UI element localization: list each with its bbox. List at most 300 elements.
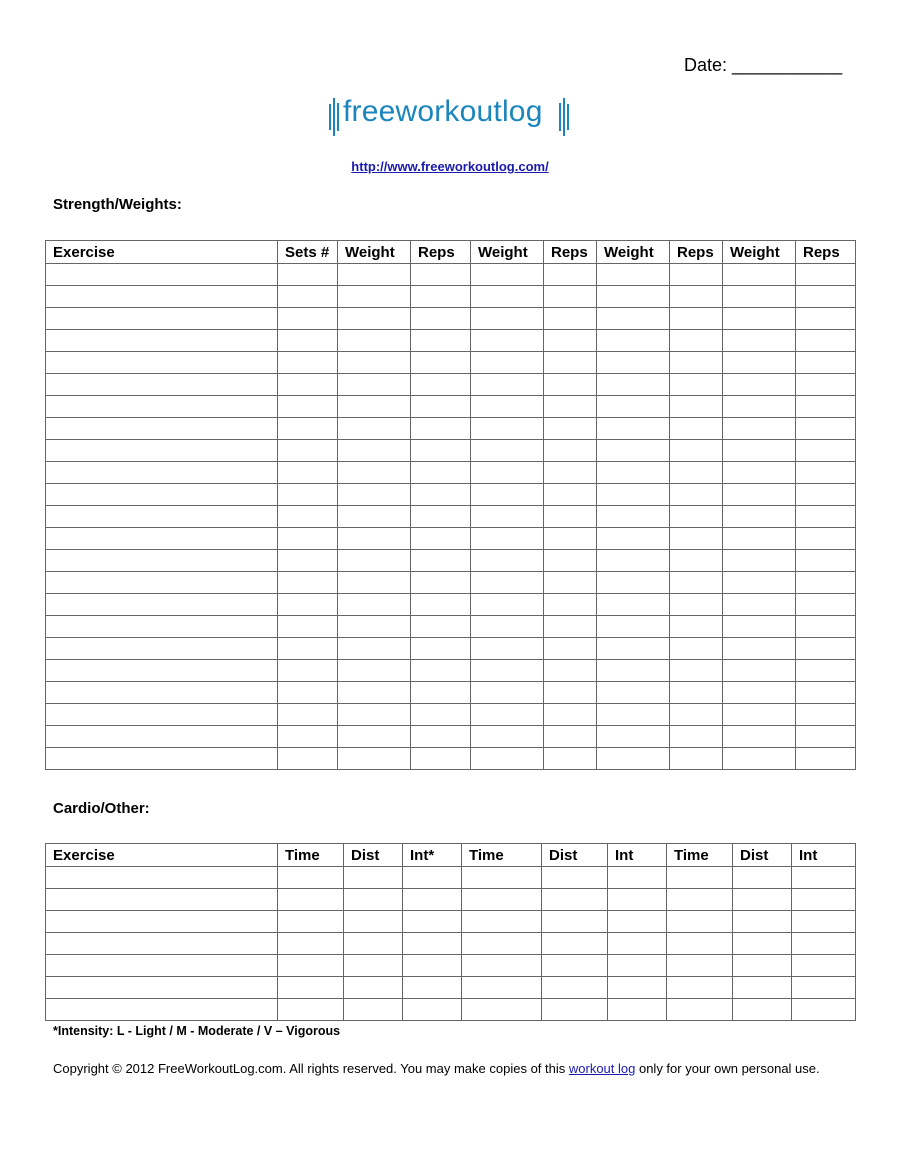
strength-entry-cell[interactable] (597, 418, 670, 440)
cardio-entry-cell[interactable] (278, 933, 344, 955)
cardio-entry-cell[interactable] (46, 911, 278, 933)
strength-entry-cell[interactable] (338, 682, 411, 704)
cardio-entry-cell[interactable] (278, 911, 344, 933)
strength-entry-cell[interactable] (471, 682, 544, 704)
strength-entry-cell[interactable] (338, 286, 411, 308)
strength-entry-cell[interactable] (471, 374, 544, 396)
strength-entry-cell[interactable] (411, 374, 471, 396)
strength-entry-cell[interactable] (796, 330, 856, 352)
strength-entry-cell[interactable] (411, 484, 471, 506)
strength-entry-cell[interactable] (670, 396, 723, 418)
strength-entry-cell[interactable] (471, 484, 544, 506)
strength-entry-cell[interactable] (723, 264, 796, 286)
strength-entry-cell[interactable] (278, 330, 338, 352)
strength-entry-cell[interactable] (338, 462, 411, 484)
strength-entry-cell[interactable] (411, 418, 471, 440)
strength-entry-cell[interactable] (46, 528, 278, 550)
strength-entry-cell[interactable] (796, 308, 856, 330)
strength-entry-cell[interactable] (46, 704, 278, 726)
strength-entry-cell[interactable] (471, 286, 544, 308)
strength-entry-cell[interactable] (796, 418, 856, 440)
cardio-entry-cell[interactable] (403, 889, 462, 911)
strength-entry-cell[interactable] (796, 748, 856, 770)
cardio-entry-cell[interactable] (733, 911, 792, 933)
strength-entry-cell[interactable] (411, 330, 471, 352)
strength-entry-cell[interactable] (544, 374, 597, 396)
strength-entry-cell[interactable] (411, 264, 471, 286)
cardio-entry-cell[interactable] (733, 933, 792, 955)
strength-entry-cell[interactable] (597, 264, 670, 286)
cardio-entry-cell[interactable] (278, 999, 344, 1021)
strength-entry-cell[interactable] (411, 572, 471, 594)
strength-entry-cell[interactable] (670, 484, 723, 506)
strength-entry-cell[interactable] (411, 638, 471, 660)
strength-entry-cell[interactable] (670, 594, 723, 616)
strength-entry-cell[interactable] (278, 308, 338, 330)
strength-entry-cell[interactable] (278, 638, 338, 660)
cardio-entry-cell[interactable] (792, 999, 856, 1021)
strength-entry-cell[interactable] (338, 704, 411, 726)
strength-entry-cell[interactable] (544, 396, 597, 418)
strength-entry-cell[interactable] (471, 748, 544, 770)
strength-entry-cell[interactable] (411, 462, 471, 484)
strength-entry-cell[interactable] (278, 506, 338, 528)
strength-entry-cell[interactable] (723, 748, 796, 770)
strength-entry-cell[interactable] (597, 396, 670, 418)
strength-entry-cell[interactable] (278, 616, 338, 638)
website-link[interactable]: http://www.freeworkoutlog.com/ (351, 159, 549, 174)
cardio-entry-cell[interactable] (462, 955, 542, 977)
cardio-entry-cell[interactable] (667, 911, 733, 933)
strength-entry-cell[interactable] (544, 638, 597, 660)
cardio-entry-cell[interactable] (542, 977, 608, 999)
strength-entry-cell[interactable] (544, 506, 597, 528)
cardio-entry-cell[interactable] (792, 955, 856, 977)
strength-entry-cell[interactable] (723, 638, 796, 660)
strength-entry-cell[interactable] (723, 484, 796, 506)
strength-entry-cell[interactable] (597, 616, 670, 638)
strength-entry-cell[interactable] (544, 264, 597, 286)
strength-entry-cell[interactable] (597, 506, 670, 528)
strength-entry-cell[interactable] (46, 462, 278, 484)
strength-entry-cell[interactable] (544, 462, 597, 484)
strength-entry-cell[interactable] (278, 440, 338, 462)
strength-entry-cell[interactable] (544, 440, 597, 462)
strength-entry-cell[interactable] (544, 286, 597, 308)
cardio-entry-cell[interactable] (667, 955, 733, 977)
strength-entry-cell[interactable] (278, 418, 338, 440)
strength-entry-cell[interactable] (723, 286, 796, 308)
strength-entry-cell[interactable] (278, 748, 338, 770)
strength-entry-cell[interactable] (46, 616, 278, 638)
strength-entry-cell[interactable] (278, 704, 338, 726)
strength-entry-cell[interactable] (597, 594, 670, 616)
strength-entry-cell[interactable] (796, 682, 856, 704)
strength-entry-cell[interactable] (670, 528, 723, 550)
strength-entry-cell[interactable] (278, 550, 338, 572)
strength-entry-cell[interactable] (46, 726, 278, 748)
strength-entry-cell[interactable] (723, 440, 796, 462)
strength-entry-cell[interactable] (544, 528, 597, 550)
strength-entry-cell[interactable] (723, 550, 796, 572)
strength-entry-cell[interactable] (46, 308, 278, 330)
strength-entry-cell[interactable] (471, 418, 544, 440)
strength-entry-cell[interactable] (411, 308, 471, 330)
strength-entry-cell[interactable] (796, 264, 856, 286)
strength-entry-cell[interactable] (338, 418, 411, 440)
strength-entry-cell[interactable] (338, 660, 411, 682)
strength-entry-cell[interactable] (544, 418, 597, 440)
strength-entry-cell[interactable] (46, 264, 278, 286)
cardio-entry-cell[interactable] (278, 955, 344, 977)
strength-entry-cell[interactable] (46, 506, 278, 528)
strength-entry-cell[interactable] (471, 352, 544, 374)
cardio-entry-cell[interactable] (733, 999, 792, 1021)
strength-entry-cell[interactable] (278, 264, 338, 286)
strength-entry-cell[interactable] (544, 704, 597, 726)
strength-entry-cell[interactable] (46, 330, 278, 352)
cardio-entry-cell[interactable] (542, 911, 608, 933)
strength-entry-cell[interactable] (597, 462, 670, 484)
strength-entry-cell[interactable] (471, 528, 544, 550)
strength-entry-cell[interactable] (471, 660, 544, 682)
strength-entry-cell[interactable] (670, 462, 723, 484)
strength-entry-cell[interactable] (670, 352, 723, 374)
strength-entry-cell[interactable] (796, 616, 856, 638)
cardio-entry-cell[interactable] (542, 889, 608, 911)
strength-entry-cell[interactable] (670, 440, 723, 462)
strength-entry-cell[interactable] (46, 374, 278, 396)
cardio-entry-cell[interactable] (462, 889, 542, 911)
cardio-entry-cell[interactable] (792, 867, 856, 889)
strength-entry-cell[interactable] (471, 462, 544, 484)
strength-entry-cell[interactable] (670, 616, 723, 638)
strength-entry-cell[interactable] (723, 726, 796, 748)
strength-entry-cell[interactable] (796, 550, 856, 572)
cardio-entry-cell[interactable] (542, 955, 608, 977)
strength-entry-cell[interactable] (46, 286, 278, 308)
strength-entry-cell[interactable] (338, 440, 411, 462)
strength-entry-cell[interactable] (597, 572, 670, 594)
strength-entry-cell[interactable] (46, 484, 278, 506)
strength-entry-cell[interactable] (723, 506, 796, 528)
strength-entry-cell[interactable] (597, 550, 670, 572)
cardio-entry-cell[interactable] (403, 933, 462, 955)
strength-entry-cell[interactable] (723, 616, 796, 638)
cardio-entry-cell[interactable] (403, 999, 462, 1021)
strength-entry-cell[interactable] (338, 550, 411, 572)
strength-entry-cell[interactable] (46, 396, 278, 418)
strength-entry-cell[interactable] (471, 726, 544, 748)
cardio-entry-cell[interactable] (46, 867, 278, 889)
cardio-entry-cell[interactable] (278, 867, 344, 889)
strength-entry-cell[interactable] (46, 660, 278, 682)
strength-entry-cell[interactable] (796, 396, 856, 418)
strength-entry-cell[interactable] (796, 374, 856, 396)
strength-entry-cell[interactable] (411, 616, 471, 638)
strength-entry-cell[interactable] (46, 572, 278, 594)
strength-entry-cell[interactable] (670, 506, 723, 528)
strength-entry-cell[interactable] (46, 550, 278, 572)
strength-entry-cell[interactable] (411, 286, 471, 308)
strength-entry-cell[interactable] (46, 682, 278, 704)
strength-entry-cell[interactable] (411, 352, 471, 374)
cardio-entry-cell[interactable] (344, 999, 403, 1021)
strength-entry-cell[interactable] (597, 330, 670, 352)
strength-entry-cell[interactable] (46, 352, 278, 374)
strength-entry-cell[interactable] (46, 594, 278, 616)
strength-entry-cell[interactable] (278, 594, 338, 616)
strength-entry-cell[interactable] (796, 572, 856, 594)
cardio-entry-cell[interactable] (608, 955, 667, 977)
cardio-entry-cell[interactable] (344, 911, 403, 933)
strength-entry-cell[interactable] (411, 726, 471, 748)
cardio-entry-cell[interactable] (792, 977, 856, 999)
strength-entry-cell[interactable] (411, 440, 471, 462)
cardio-entry-cell[interactable] (608, 977, 667, 999)
strength-entry-cell[interactable] (338, 506, 411, 528)
cardio-entry-cell[interactable] (608, 999, 667, 1021)
strength-entry-cell[interactable] (46, 748, 278, 770)
cardio-entry-cell[interactable] (344, 933, 403, 955)
cardio-entry-cell[interactable] (667, 867, 733, 889)
strength-entry-cell[interactable] (411, 528, 471, 550)
strength-entry-cell[interactable] (723, 308, 796, 330)
strength-entry-cell[interactable] (278, 726, 338, 748)
cardio-entry-cell[interactable] (542, 867, 608, 889)
strength-entry-cell[interactable] (471, 264, 544, 286)
cardio-entry-cell[interactable] (608, 867, 667, 889)
cardio-entry-cell[interactable] (667, 933, 733, 955)
strength-entry-cell[interactable] (670, 572, 723, 594)
cardio-entry-cell[interactable] (733, 977, 792, 999)
cardio-entry-cell[interactable] (344, 867, 403, 889)
strength-entry-cell[interactable] (597, 726, 670, 748)
cardio-entry-cell[interactable] (46, 955, 278, 977)
strength-entry-cell[interactable] (597, 374, 670, 396)
strength-entry-cell[interactable] (597, 440, 670, 462)
strength-entry-cell[interactable] (670, 374, 723, 396)
strength-entry-cell[interactable] (411, 550, 471, 572)
strength-entry-cell[interactable] (411, 594, 471, 616)
cardio-entry-cell[interactable] (792, 911, 856, 933)
cardio-entry-cell[interactable] (403, 955, 462, 977)
strength-entry-cell[interactable] (796, 660, 856, 682)
strength-entry-cell[interactable] (597, 286, 670, 308)
cardio-entry-cell[interactable] (462, 933, 542, 955)
strength-entry-cell[interactable] (338, 726, 411, 748)
strength-entry-cell[interactable] (796, 704, 856, 726)
strength-entry-cell[interactable] (723, 418, 796, 440)
strength-entry-cell[interactable] (544, 308, 597, 330)
cardio-entry-cell[interactable] (46, 889, 278, 911)
cardio-entry-cell[interactable] (667, 889, 733, 911)
strength-entry-cell[interactable] (670, 682, 723, 704)
strength-entry-cell[interactable] (338, 484, 411, 506)
cardio-entry-cell[interactable] (46, 999, 278, 1021)
strength-entry-cell[interactable] (544, 616, 597, 638)
cardio-entry-cell[interactable] (403, 977, 462, 999)
strength-entry-cell[interactable] (278, 352, 338, 374)
strength-entry-cell[interactable] (670, 308, 723, 330)
cardio-entry-cell[interactable] (462, 911, 542, 933)
strength-entry-cell[interactable] (544, 352, 597, 374)
cardio-entry-cell[interactable] (542, 933, 608, 955)
strength-entry-cell[interactable] (338, 330, 411, 352)
strength-entry-cell[interactable] (544, 682, 597, 704)
cardio-entry-cell[interactable] (462, 977, 542, 999)
strength-entry-cell[interactable] (278, 462, 338, 484)
strength-entry-cell[interactable] (471, 506, 544, 528)
strength-entry-cell[interactable] (670, 726, 723, 748)
strength-entry-cell[interactable] (338, 528, 411, 550)
strength-entry-cell[interactable] (471, 440, 544, 462)
strength-entry-cell[interactable] (723, 572, 796, 594)
cardio-entry-cell[interactable] (608, 889, 667, 911)
strength-entry-cell[interactable] (544, 484, 597, 506)
cardio-entry-cell[interactable] (608, 911, 667, 933)
strength-entry-cell[interactable] (597, 638, 670, 660)
strength-entry-cell[interactable] (338, 352, 411, 374)
cardio-entry-cell[interactable] (46, 977, 278, 999)
strength-entry-cell[interactable] (597, 704, 670, 726)
strength-entry-cell[interactable] (597, 352, 670, 374)
strength-entry-cell[interactable] (544, 572, 597, 594)
cardio-entry-cell[interactable] (608, 933, 667, 955)
strength-entry-cell[interactable] (670, 418, 723, 440)
strength-entry-cell[interactable] (544, 726, 597, 748)
strength-entry-cell[interactable] (471, 572, 544, 594)
cardio-entry-cell[interactable] (403, 867, 462, 889)
strength-entry-cell[interactable] (544, 660, 597, 682)
cardio-entry-cell[interactable] (733, 955, 792, 977)
cardio-entry-cell[interactable] (667, 999, 733, 1021)
strength-entry-cell[interactable] (796, 726, 856, 748)
strength-entry-cell[interactable] (723, 396, 796, 418)
cardio-entry-cell[interactable] (792, 889, 856, 911)
strength-entry-cell[interactable] (670, 704, 723, 726)
strength-entry-cell[interactable] (723, 660, 796, 682)
strength-entry-cell[interactable] (544, 550, 597, 572)
strength-entry-cell[interactable] (471, 550, 544, 572)
strength-entry-cell[interactable] (411, 396, 471, 418)
strength-entry-cell[interactable] (278, 374, 338, 396)
strength-entry-cell[interactable] (597, 660, 670, 682)
strength-entry-cell[interactable] (670, 748, 723, 770)
strength-entry-cell[interactable] (411, 748, 471, 770)
strength-entry-cell[interactable] (597, 748, 670, 770)
strength-entry-cell[interactable] (670, 264, 723, 286)
strength-entry-cell[interactable] (796, 594, 856, 616)
strength-entry-cell[interactable] (338, 616, 411, 638)
strength-entry-cell[interactable] (471, 594, 544, 616)
strength-entry-cell[interactable] (723, 682, 796, 704)
strength-entry-cell[interactable] (796, 528, 856, 550)
strength-entry-cell[interactable] (597, 308, 670, 330)
strength-entry-cell[interactable] (670, 550, 723, 572)
strength-entry-cell[interactable] (670, 286, 723, 308)
strength-entry-cell[interactable] (723, 462, 796, 484)
strength-entry-cell[interactable] (46, 440, 278, 462)
strength-entry-cell[interactable] (338, 572, 411, 594)
workout-log-link[interactable]: workout log (568, 1061, 636, 1076)
strength-entry-cell[interactable] (278, 528, 338, 550)
strength-entry-cell[interactable] (46, 638, 278, 660)
strength-entry-cell[interactable] (670, 638, 723, 660)
strength-entry-cell[interactable] (723, 594, 796, 616)
strength-entry-cell[interactable] (796, 484, 856, 506)
strength-entry-cell[interactable] (471, 330, 544, 352)
strength-entry-cell[interactable] (796, 638, 856, 660)
strength-entry-cell[interactable] (796, 462, 856, 484)
strength-entry-cell[interactable] (278, 682, 338, 704)
cardio-entry-cell[interactable] (344, 977, 403, 999)
strength-entry-cell[interactable] (544, 748, 597, 770)
strength-entry-cell[interactable] (723, 528, 796, 550)
strength-entry-cell[interactable] (471, 616, 544, 638)
strength-entry-cell[interactable] (544, 330, 597, 352)
cardio-entry-cell[interactable] (542, 999, 608, 1021)
strength-entry-cell[interactable] (796, 506, 856, 528)
strength-entry-cell[interactable] (796, 352, 856, 374)
strength-entry-cell[interactable] (338, 638, 411, 660)
cardio-entry-cell[interactable] (278, 977, 344, 999)
strength-entry-cell[interactable] (723, 330, 796, 352)
cardio-entry-cell[interactable] (278, 889, 344, 911)
strength-entry-cell[interactable] (471, 396, 544, 418)
cardio-entry-cell[interactable] (344, 955, 403, 977)
strength-entry-cell[interactable] (471, 638, 544, 660)
strength-entry-cell[interactable] (338, 396, 411, 418)
strength-entry-cell[interactable] (796, 286, 856, 308)
cardio-entry-cell[interactable] (733, 867, 792, 889)
strength-entry-cell[interactable] (544, 594, 597, 616)
strength-entry-cell[interactable] (670, 330, 723, 352)
strength-entry-cell[interactable] (471, 704, 544, 726)
strength-entry-cell[interactable] (597, 682, 670, 704)
strength-entry-cell[interactable] (338, 308, 411, 330)
cardio-entry-cell[interactable] (344, 889, 403, 911)
cardio-entry-cell[interactable] (462, 867, 542, 889)
strength-entry-cell[interactable] (338, 594, 411, 616)
strength-entry-cell[interactable] (338, 264, 411, 286)
strength-entry-cell[interactable] (338, 374, 411, 396)
strength-entry-cell[interactable] (411, 682, 471, 704)
strength-entry-cell[interactable] (723, 704, 796, 726)
strength-entry-cell[interactable] (723, 352, 796, 374)
strength-entry-cell[interactable] (670, 660, 723, 682)
strength-entry-cell[interactable] (278, 660, 338, 682)
strength-entry-cell[interactable] (338, 748, 411, 770)
strength-entry-cell[interactable] (278, 484, 338, 506)
cardio-entry-cell[interactable] (403, 911, 462, 933)
strength-entry-cell[interactable] (471, 308, 544, 330)
strength-entry-cell[interactable] (411, 660, 471, 682)
cardio-entry-cell[interactable] (792, 933, 856, 955)
cardio-entry-cell[interactable] (46, 933, 278, 955)
strength-entry-cell[interactable] (411, 506, 471, 528)
strength-entry-cell[interactable] (411, 704, 471, 726)
strength-entry-cell[interactable] (723, 374, 796, 396)
strength-entry-cell[interactable] (278, 572, 338, 594)
cardio-entry-cell[interactable] (462, 999, 542, 1021)
strength-entry-cell[interactable] (46, 418, 278, 440)
strength-entry-cell[interactable] (597, 528, 670, 550)
cardio-entry-cell[interactable] (733, 889, 792, 911)
strength-entry-cell[interactable] (597, 484, 670, 506)
strength-entry-cell[interactable] (278, 396, 338, 418)
strength-entry-cell[interactable] (278, 286, 338, 308)
